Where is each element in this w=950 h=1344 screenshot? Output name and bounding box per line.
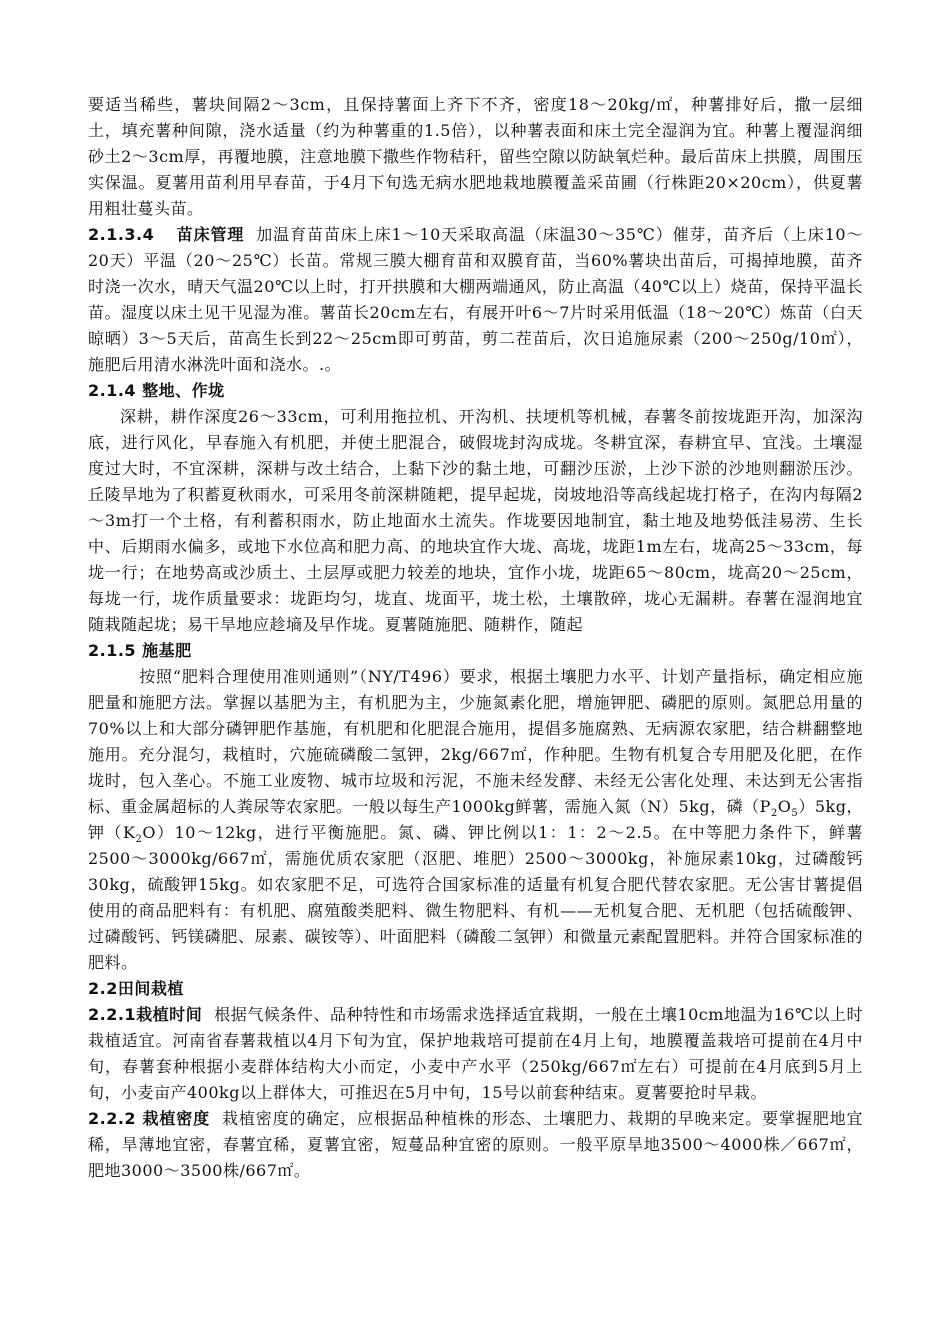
subscript: 5 bbox=[791, 808, 799, 820]
section-text: 根据气候条件、品种特性和市场需求选择适宜栽期，一般在土壤10cm地温为16℃以上时栽植适宜。河南省春薯栽植以4月下旬为宜，保护地栽培可提前在4月上旬，地膜覆盖栽培可提前在4月中旬，春薯套种根据小麦群体结构大小而定，小麦中产水平（250kg/667㎡左右）可提前在4月底到5月上旬，小麦亩产400kg以上群体大，可推迟在5月中旬，15号以前套种结束。夏薯要抢时早栽。 bbox=[88, 1005, 863, 1102]
paragraph-base-fertilizer bbox=[88, 664, 863, 976]
heading-2-2: 2.2田间栽植 bbox=[88, 979, 184, 998]
heading-2-1-5: 2.1.5 施基肥 bbox=[88, 641, 192, 660]
section-number: 2.1.3.4 bbox=[88, 225, 155, 244]
section-text: 加温育苗苗床上床1～10天采取高温（床温30～35℃）催芽，苗齐后（上床10～20天）平温（20～25℃）长苗。常规三膜大棚育苗和双膜育苗，当60%薯块出苗后，可揭掉地膜，苗齐时浇一次水，晴天气温20℃以上时，打开拱膜和大棚两端通风，防止高温（40℃以上）烧苗，保持平温长苗。湿度以床土见干见湿为准。薯苗长20cm左右，有展开叶6～7片时采用低温（18～20℃）炼苗（白天晾晒）3～5天后，苗高生长到22～25cm即可剪苗，剪二茬苗后，次日追施尿素（200～250g/10㎡），施肥后用清水淋洗叶面和浇水。.。 bbox=[88, 225, 863, 374]
heading-2-1-4: 2.1.4 整地、作垅 bbox=[88, 381, 225, 400]
text-run: O bbox=[777, 797, 792, 816]
text-run: 按照“肥料合理使用准则通则”（NY/T496）要求，根据土壤肥力水平、计划产量指标，确定相应施肥量和施肥方法。掌握以基肥为主，有机肥为主，少施氮素化肥，增施钾肥、磷肥的原则。氮肥总用量的70%以上和大部分磷钾肥作基施，有机肥和化肥混合施用，提倡多施腐熟、无病源农家肥，结合耕翻整地施用。充分混匀，栽植时，穴施硫磷酸二氢钾，2kg/667㎡，作种肥。生物有机复合专用肥及化肥，在作垅时，包入垄心。不施工业废物、城市垃圾和污泥，不施未经发酵、未经无公害化处理、未达到无公害指标、重金属超标的人粪尿等农家肥。一般以每生产1000kg鲜薯，需施入氮（N）5kg，磷（P bbox=[88, 667, 863, 816]
text-run: O）10～12kg，进行平衡施肥。氮、磷、钾比例以1：1：2～2.5。在中等肥力条件下，鲜薯2500～3000kg/667㎡，需施优质农家肥（沤肥、堆肥）2500～3000kg，补施尿素10kg，过磷酸钙30kg，硫酸钾15kg。如农家肥不足，可选符合国家标准的适量有机复合肥代替农家肥。无公害甘薯提倡使用的商品肥料有：有机肥、腐殖酸类肥料、微生物肥料、有机——无机复合肥、无机肥（包括硫酸钾、过磷酸钙、钙镁磷肥、尿素、碳铵等）、叶面肥料（磷酸二氢钾）和微量元素配置肥料。并符合国家标准的肥料。 bbox=[88, 823, 863, 972]
section-2-2-1 bbox=[88, 1002, 863, 1106]
paragraph-seedbed-sowing: 要适当稀些，薯块间隔2～3cm，且保持薯面上齐下不齐，密度18～20kg/㎡，种薯排好后，撒一层细土，填充薯种间隙，浇水适量（约为种薯重的1.5倍），以种薯表面和床土完全湿润为宜。种薯上覆湿润细砂土2～3cm厚，再覆地膜，注意地膜下撒些作物秸秆，留些空隙以防缺氧烂种。最后苗床上拱膜，周围压实保温。夏薯用苗利用早春苗，于4月下旬选无病水肥地栽地膜覆盖采苗圃（行株距20×20cm），供夏薯用粗壮蔓头苗。 bbox=[88, 95, 863, 218]
paragraph-land-preparation: 深耕，耕作深度26～33cm，可利用拖拉机、开沟机、扶埂机等机械，春薯冬前按垅距开沟，加深沟底，进行风化，早春施入有机肥，并使土肥混合，破假垅封沟成垅。冬耕宜深，春耕宜早、宜浅。土壤湿度过大时，不宜深耕，深耕与改土结合，上黏下沙的黏土地，可翻沙压淤，上沙下淤的沙地则翻淤压沙。丘陵旱地为了积蓄夏秋雨水，可采用冬前深耕随耙，提早起垅，岗坡地沿等高线起垅打格子，在沟内每隔2～3m打一个土格，有利蓄积雨水，防止地面水土流失。作垅要因地制宜，黏土地及地势低洼易涝、生长中、后期雨水偏多，或地下水位高和肥力高、的地块宜作大垅、高垅，垅距1m左右，垅高25～33cm，每垅一行；在地势高或沙质土、土层厚或肥力较差的地块，宜作小垅，垅距65～80cm，垅高20～25cm，每垅一行，垅作质量要求：垅距均匀，垅直、垅面平，垅土松，土壤散碎，垅心无漏耕。春薯在湿润地宜随栽随起垅；易干旱地应趁墒及早作垅。夏薯随施肥、随耕作，随起 bbox=[88, 407, 863, 634]
section-2-2-2 bbox=[88, 1106, 863, 1184]
section-text: 栽植密度的确定，应根据品种植株的形态、土壤肥力、栽期的早晚来定。要掌握肥地宜稀，旱薄地宜密，春薯宜稀，夏薯宜密，短蔓品种宜密的原则。一般平原旱地3500～4000株／667㎡，肥地3000～3500株/667㎡。 bbox=[88, 1109, 863, 1180]
section-title: 苗床管理 bbox=[176, 225, 245, 244]
section-title: 2.2.1栽植时间 bbox=[88, 1005, 203, 1024]
section-2-1-3-4 bbox=[88, 222, 863, 378]
text-run: ）5kg，钾（K bbox=[88, 797, 863, 842]
section-title: 2.2.2 栽植密度 bbox=[88, 1109, 211, 1128]
subscript: 2 bbox=[135, 834, 143, 846]
document-page bbox=[88, 92, 863, 1184]
subscript: 2 bbox=[770, 808, 778, 820]
